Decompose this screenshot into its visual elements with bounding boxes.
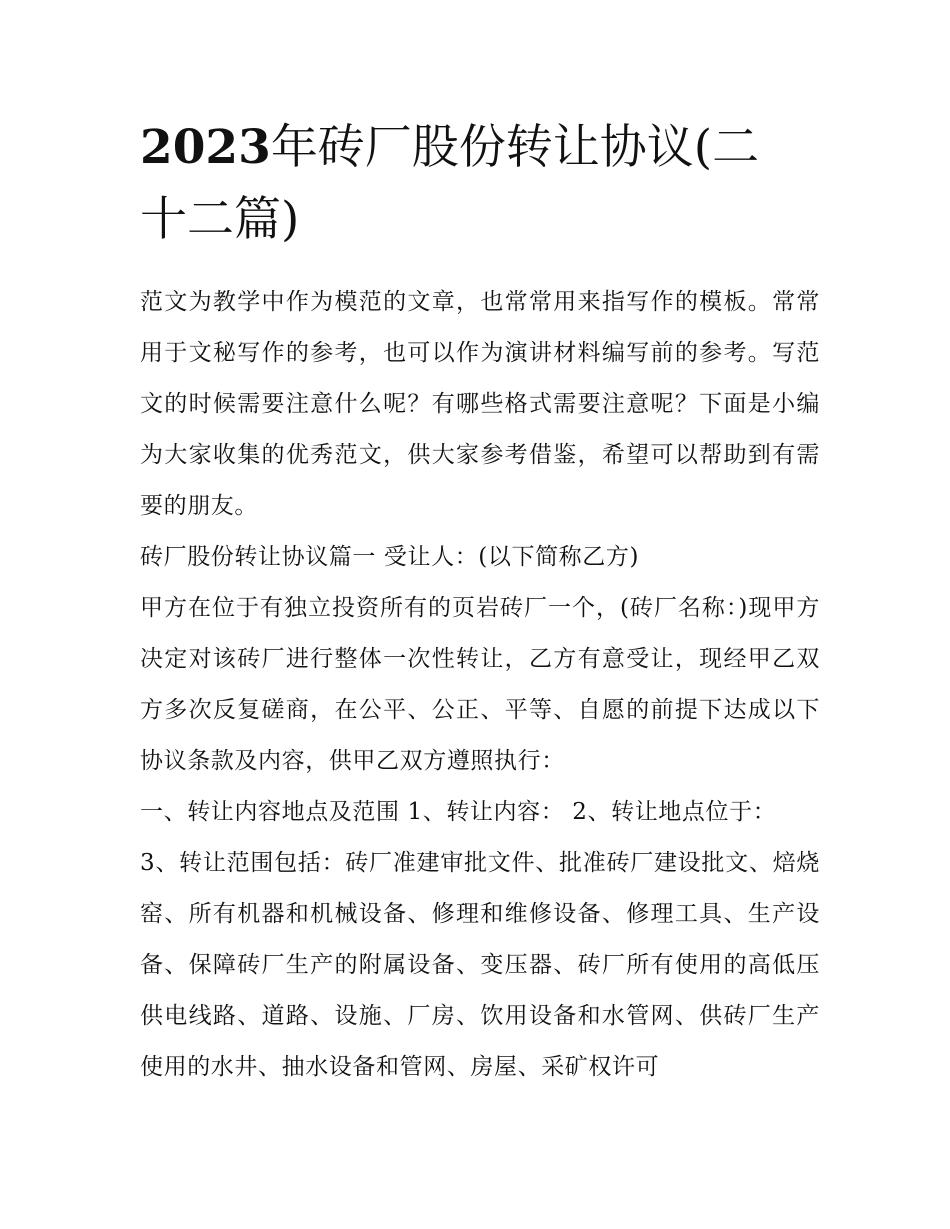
title-text: 年砖厂股份转让协议(二十二篇) xyxy=(140,120,760,247)
page-title xyxy=(140,112,800,256)
section-heading-paragraph: 砖厂股份转让协议篇一 受让人：(以下简称乙方) xyxy=(140,544,640,570)
document-body xyxy=(140,277,820,1093)
transfer-scope-paragraph: 3、转让范围包括：砖厂准建审批文件、批准砖厂建设批文、焙烧窑、所有机器和机械设备、修理和维修设备、修理工具、生产设备、保障砖厂生产的附属设备、变压器、砖厂所有使用的高低压供电线路、道路、设施、厂房、饮用设备和水管网、供砖厂生产使用的水井、抽水设备和管网、房屋、采矿权许可 xyxy=(140,850,820,1080)
agreement-preamble-paragraph: 甲方在位于有独立投资所有的页岩砖厂一个，(砖厂名称：)现甲方决定对该砖厂进行整体一次性转让，乙方有意受让，现经甲乙双方多次反复磋商，在公平、公正、平等、自愿的前提下达成以下协议条款及内容，供甲乙双方遵照执行： xyxy=(140,595,820,774)
clause-one-paragraph: 一、转让内容地点及范围 1、转让内容： 2、转让地点位于： xyxy=(140,799,777,825)
intro-paragraph: 范文为教学中作为模范的文章，也常常用来指写作的模板。常常用于文秘写作的参考，也可以作为演讲材料编写前的参考。写范文的时候需要注意什么呢？有哪些格式需要注意呢？下面是小编为大家收集的优秀范文，供大家参考借鉴，希望可以帮助到有需要的朋友。 xyxy=(140,289,820,519)
title-year: 2023 xyxy=(140,120,271,175)
